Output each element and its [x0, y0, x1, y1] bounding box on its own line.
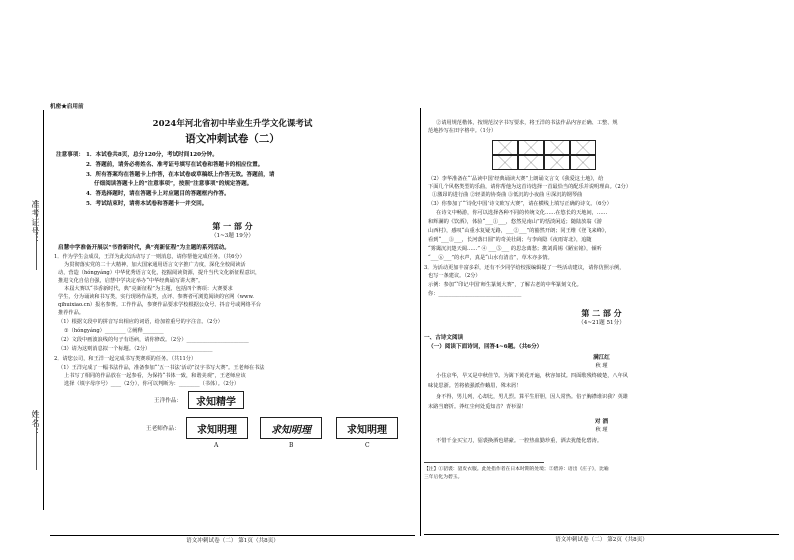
note-line: 仔细阅读答题卡上的“注意事项”，按照“注意事项”的规定答题。: [94, 181, 253, 187]
note-line: 4．答选择题时，请在答题卡上对应题目的答题框内作答。: [86, 191, 230, 197]
q1-line: 推荐作品。: [58, 310, 84, 316]
tianzi-cell[interactable]: [570, 155, 596, 170]
poem2-author: 秋 瑾: [595, 427, 608, 433]
q1-line: qihuixiao.cn）报名参赛。工作作品，参赛作品要求学校根据公众号、抖音号或网络平台: [58, 302, 262, 308]
paper-subtitle: 语文冲刺试卷（二）: [185, 133, 280, 145]
poem2-title: 对 酒: [594, 419, 609, 425]
teacher-calligraphy-c: 求知明理: [336, 417, 398, 439]
q2-options: ①激昂的进行曲 ②轻柔的协奏曲 ③低沉的小夜曲 ④深沉的钢琴曲: [432, 192, 583, 198]
notes-label: 注意事项：: [56, 152, 84, 158]
q2-line: 和辉澜的《饮酒》，体验“___①___，悠然见南山”的恬淡闲适；随陆放翁《游: [428, 219, 602, 225]
teacher-calligraphy-a: 求知明理: [186, 417, 248, 439]
q1-line: 本届大赛以“书香新时代，典”亮新征程”为主题，包括四个赛项：大赛要求: [64, 286, 233, 292]
note-line: 2．答题前，请务必将姓名、准考证号填写在试卷和答题卡的相应位置。: [86, 162, 264, 168]
q1-line: ①（hóngyáng）________ ②阐释________: [64, 328, 164, 334]
q2-line: （3）你参加了“‘诗化中国’诗文欧写大赛”，请在横线上填写正确的诗文。（6分）: [428, 201, 612, 207]
page-footer: 语文冲刺试卷（二） 第1页（共8页）: [186, 538, 279, 544]
footer-rule: [424, 534, 779, 535]
page-2: [424, 110, 779, 544]
page-1: [50, 103, 415, 543]
note-line: 3．所有答案均在答题卡上作答，在本试卷或草稿纸上作答无效。答题前，请: [86, 172, 275, 178]
part1-title: 第 一 部 分: [212, 221, 253, 231]
poem-note: 【注】①貂裘：貂皮衣服。此处指作者在日本时期的处境；②碧涛：语出《庄子》，比喻: [424, 467, 609, 472]
q2-line: 在诗文中畅游，你可以选择各种不同的传统文化……在悠长的天地间，……: [436, 210, 608, 216]
q3-answer-line[interactable]: 你：________________________________: [428, 291, 522, 297]
poem1-line: 味徒思浙。苦将侬强派作蛾眉，殊未屑！: [428, 383, 522, 389]
page-footer: 语文冲刺试卷（二） 第2页（共8页）: [555, 537, 648, 543]
q1-line: （3）请为这则消息拟一个标题。（2分）________________________: [58, 346, 213, 352]
q1-line: 学生，分为诵读和书写类，实行现场作品类，点评、参赛者可浏览阅读的官网（www.: [58, 294, 254, 300]
option-letter: C: [365, 442, 370, 449]
poem-note: 三年后化为碧玉。: [424, 475, 463, 480]
q1-line: 动，营造（hóngyáng）中华优秀语言文化，挖掘阅读资源，提升当代文化新征程意识，: [58, 270, 261, 276]
name-line: [36, 410, 37, 470]
q2-line: “雾霭沉沉楚天阔……” ④ ___⑤___ 的思念离愁；携刘禹锡《陋室铭》，倾听: [428, 246, 602, 252]
tianzi-cell[interactable]: [544, 140, 570, 155]
q1-line: （2）文段中画波浪线的句子有语病，请你修改。（2分）________________________: [58, 337, 249, 343]
note-line: 5．考试结束时，请将本试卷和答题卡一并交回。: [86, 201, 208, 207]
tianzi-cell[interactable]: [518, 140, 544, 155]
q3-line: 也写一条建议。（2分）: [428, 273, 481, 279]
teacher-work-label: 王老师作品：: [146, 426, 180, 432]
q1-line: 推进文化自信自强，启慧中学决定举办“中华经典诵写讲大赛”。: [58, 278, 204, 284]
option-letter: A: [214, 442, 219, 449]
tianzi-cell[interactable]: [518, 155, 544, 170]
wang-yang-work-label: 王洋作品：: [154, 398, 182, 404]
exam-number-line: [36, 200, 37, 270]
note-rule: [424, 462, 544, 463]
q3-example: 示例：参加“‘印记中国’师生篆刻大赛”，了解古老的中华篆刻文化。: [428, 282, 582, 288]
poem1-line: 小住京华，早又是中秋佳节。为篱下黄花开遍，秋容如拭。四面歌残终破楚，八年风: [436, 373, 628, 379]
tianzi-cell[interactable]: [544, 155, 570, 170]
part1-range: （1~3题 19分）: [210, 233, 255, 239]
part2-range: （4~21题 51分）: [578, 320, 625, 326]
poem2-line: 不惜千金买宝刀，貂裘换酒也堪豪。一腔热血勤珍重，洒去犹能化碧涛。: [436, 438, 603, 444]
confidential-mark: 机密★启用前: [50, 104, 84, 110]
page-divider: [420, 108, 421, 536]
q1-line: 1．作为学生会成员，王洋为此次活动写了一则消息，请你帮他完成任务。（共6分）: [54, 254, 245, 260]
tianzi-cell[interactable]: [492, 155, 518, 170]
q2-line: 范地抄写在田字格中。（1分）: [428, 128, 497, 134]
tianzi-cell[interactable]: [492, 140, 518, 155]
poem1-title: 满江红: [593, 355, 610, 361]
seal-line: [43, 110, 44, 510]
note-line: 1．本试卷共8页，总分120分，考试时间120分钟。: [86, 152, 218, 158]
section-heading: 一、古诗文阅读: [424, 335, 464, 341]
wang-yang-calligraphy: 求知精学: [188, 391, 244, 409]
tianzi-cell[interactable]: [570, 140, 596, 155]
poem1-line: 末路当磨折。莽红尘何处觅知音？青衫湿！: [428, 404, 527, 410]
exam-title: 2024年河北省初中毕业生升学文化课考试: [152, 119, 313, 129]
q1-line: （1）根据文段中的拼音写出相应的词语，给加着重号的字注音。（2分）: [58, 319, 223, 325]
q2-line: 2．请您公司，和王洋一起完成书写类赛项的任务。（共11分）: [54, 356, 197, 362]
q3-line: 3．为活动更加丰富多彩，还有不少同学给校报编辑提了一些活动建议，请你仿照示例，: [424, 265, 625, 271]
q2-line: ②请用规范楷体，按规范汉字书写要求，将王洋的书法作品内容正确、工整、规: [436, 120, 618, 126]
q1-line: 为贯彻落实党的二十大精神，加大国家通用语言文字推广力度，深化全校阅读活: [64, 262, 246, 268]
q2-line: 选择（填字母序号）____（2分），你可以判断为：________（书体）。（2分）: [64, 381, 240, 387]
section-subheading: （一）阅读下面诗词，回答4~6题。（共6分）: [428, 344, 543, 350]
q2-line: 看到“___③___，长河落日圆”的奇美壮阔；与李商隐《夜雨寄北》，追随: [428, 237, 592, 243]
footer-rule: [50, 535, 415, 536]
poem1-author: 秋 瑾: [595, 363, 608, 369]
q2-line: “___⑥___”的水声，真是“山水有清音”，草木亦多情。: [428, 255, 553, 261]
activity-intro: 启慧中学准备开展以“书香新时代，典”亮新征程”为主题的系列活动。: [58, 245, 230, 251]
q2-line: （1）王洋完成了一幅书法作品，准备参加“‘五一书法’活动”汉字书写大赛”。王老师在书法: [58, 365, 265, 371]
option-letter: B: [289, 442, 294, 449]
part2-title: 第 二 部 分: [581, 308, 622, 318]
q2-line: 山西村》，感叹“山重水复疑无路，___②___”的豁然开朗；同王维《登飞来峰》，: [428, 228, 610, 234]
q2-line: （2）李华准备在“‘品读中国’经典诵读大赛”上朗诵文言文《我爱这土地》，给: [428, 176, 604, 182]
q2-line: 下面几个风格类型的乐曲，请你帮他为这首诗选择一首最恰当的配乐并说明理由。（2分）: [428, 184, 632, 190]
q2-line: 上书写了相同的作品放在一起参看，为保持“书体一致，和谐美观”，王老师应该: [64, 373, 246, 379]
poem1-line: 身不得，男儿列，心却比，男儿烈。算平生肝胆，因人常热。俗子胸襟谁识我？英雄: [436, 394, 628, 400]
teacher-calligraphy-b: 求知明理: [260, 417, 322, 439]
